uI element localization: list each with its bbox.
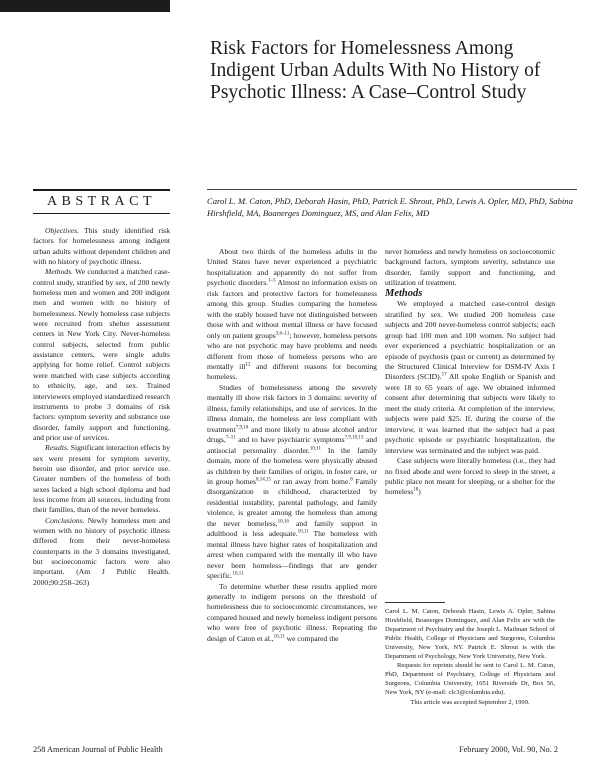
body-column-1 bbox=[207, 247, 377, 644]
body-paragraph: Studies of homelessness among the severely mentally ill show risk factors in 3 domains: severity of illness, family relationships, and use of services. In the illness domain, the homeless are less compliant with treatment$^{7,9,10}$ and more likely to abuse alcohol and/or drugs,$^{7-11}$ and to have psychiatric symptoms$^{7,9,10,13}$ and antisocial personality disorder.$^{10,11}$ In the family domain, more of the homeless were physically abused as children by their families of origin, in foster care, or in group homes$^{8,14,15}$ or ran away from home.$^8$ Family disorganization in childhood, characterized by residential instability, parental pathology, and family violence, is greater among the homeless than among the never homeless,$^{10,16}$ and family support in adulthood is less adequate.$^{10,11}$ The homeless with mental illness have higher rates of hospitalization and arrest when compared with the mentally ill who have never been homeless—findings that are gender specific.$^{10,11}$ bbox=[207, 382, 377, 581]
footnote-reprints: Requests for reprints should be sent to Carol L. M. Caton, PhD, Department of Psychiatry, College of Physicians and Surgeons, Columbia University, 1051 Riverside Dr, Box 56, New York, NY (e-mail: clc3@columbia.edu). bbox=[385, 662, 555, 697]
methods-heading: Methods bbox=[385, 287, 423, 299]
footnote-accepted: This article was accepted September 2, 1999. bbox=[410, 699, 530, 707]
abstract-heading: ABSTRACT bbox=[46, 194, 157, 209]
footnote-affiliation: Carol L. M. Caton, Deborah Hasin, Lewis A. Opler, Sabina Hirshfield, Boanerges Dominguez, and Alan Felix are with the Department of Psychiatry and the Joseph L. Mailman School of Public Health, College of Physicians and Surgeons, Columbia University, New York, NY. Patrick E. Shrout is with the Department of Psychology, New York University, New York. bbox=[385, 608, 555, 660]
article-title: Risk Factors for Homelessness Among Indigent Urban Adults With No History of Psychotic Illness: A Case–Control Study bbox=[210, 38, 541, 103]
author-list: Carol L. M. Caton, PhD, Deborah Hasin, PhD, Patrick E. Shrout, PhD, Lewis A. Opler, MD, PhD, Sabina Hirshfield, MA, Boanerges Dominguez, MS, and Alan Felix, MD bbox=[207, 196, 573, 218]
abstract-body bbox=[33, 226, 170, 588]
body-paragraph: We employed a matched case-control design stratified by sex. We studied 200 homeless case subjects and 200 never-homeless control subjects; each group had 100 men and 100 women. No subject had ever experienced a psychiatric hospitalization or an episode of psychosis (past or current) as determined by the Structured Clinical Interview for DSM-IV Axis I Disorders (SCID).$^{17}$ All spoke English or Spanish and were 18 to 65 years of age. We obtained informed consent after determining that subjects were likely to meet the study criteria. At completion of the interview, subjects were paid $25. If, during the course of the interview, it was learned that the subject had a past psychotic episode or psychiatric hospitalization, the interview was terminated and the subject was paid. bbox=[385, 299, 555, 455]
footer-issue: February 2000, Vol. 90, No. 2 bbox=[458, 745, 558, 754]
header-corner-block bbox=[0, 0, 170, 12]
footnotes bbox=[385, 608, 555, 709]
body-paragraph: To determine whether these results applied more generally to indigent persons on the threshold of homelessness due to socioeconomic circumstances, we compared housed and newly homeless indigent persons who were free of psychotic illness. Repeating the design of Caton et al.,$^{10,11}$ we compared the bbox=[207, 581, 377, 643]
abstract-conclusions: Conclusions. Newly homeless men and women with no history of psychotic illness differed from their never-homeless counterparts in the 3 domains investigated, but socioeconomic factors were also important. (Am J Public Health. 2000;90:258–263) bbox=[33, 515, 170, 587]
body-paragraph: Case subjects were literally homeless (i.e., they had no fixed abode and were forced to sleep in the street, a public place not meant for sleeping, or a shelter for the homeless$^{18}$) bbox=[385, 456, 555, 497]
footer-journal: 258 American Journal of Public Health bbox=[33, 745, 163, 754]
abstract-objectives: Objectives. This study identified risk factors for homelessness among indigent urban adults without dependent children and with no history of psychotic illness. bbox=[33, 226, 170, 267]
authors-rule bbox=[207, 189, 577, 190]
abstract-methods: Methods. We conducted a matched case-control study, stratified by sex, of 200 newly homeless men and women and 200 indigent men and women with no history of homelessness. Newly homeless case subjects were recruited from shelter assessment centers in New York City. Never-homeless control subjects, selected from public assistance centers, were single adults applying for home relief. Control subjects were matched with case subjects according to ethnicity, age, and sex. Trained interviewers employed standardized research instruments to probe 3 domains of risk factors: symptom severity and substance use disorder, family support and functioning, and prior use of services. bbox=[33, 267, 170, 442]
body-paragraph: About two thirds of the homeless adults in the United States have never experienced a psychiatric hospitalization and apparently do not suffer from psychotic disorders.$^{1-5}$ Almost no information exists on risk factors and protective factors for homelessness among this group. Studies comparing the homeless with the stably housed have not distinguished between those with and without mental illness or have focused only on patient groups$^{3,6-11}$; however, homeless persons who are not psychotic may have problems and needs different from those of homeless persons who are mentally ill$^{12}$ and different reasons for becoming homeless. bbox=[207, 247, 377, 382]
abstract-rule-top bbox=[33, 189, 170, 191]
abstract-results: Results. Significant interaction effects by sex were present for symptom severity, heroin use disorder, and prior service use. Greater numbers of the homeless of both sexes lacked a high school diploma and had less income from all sources, including from their families, than of the never homeless. bbox=[33, 443, 170, 515]
footnote-rule bbox=[385, 602, 445, 603]
body-paragraph-continued: never homeless and newly homeless on socioeconomic background factors, symptom severity, substance use disorder, family support and functioning, and utilization of treatment. bbox=[385, 247, 555, 288]
body-column-2 bbox=[385, 247, 555, 498]
abstract-rule-bottom bbox=[33, 213, 170, 214]
